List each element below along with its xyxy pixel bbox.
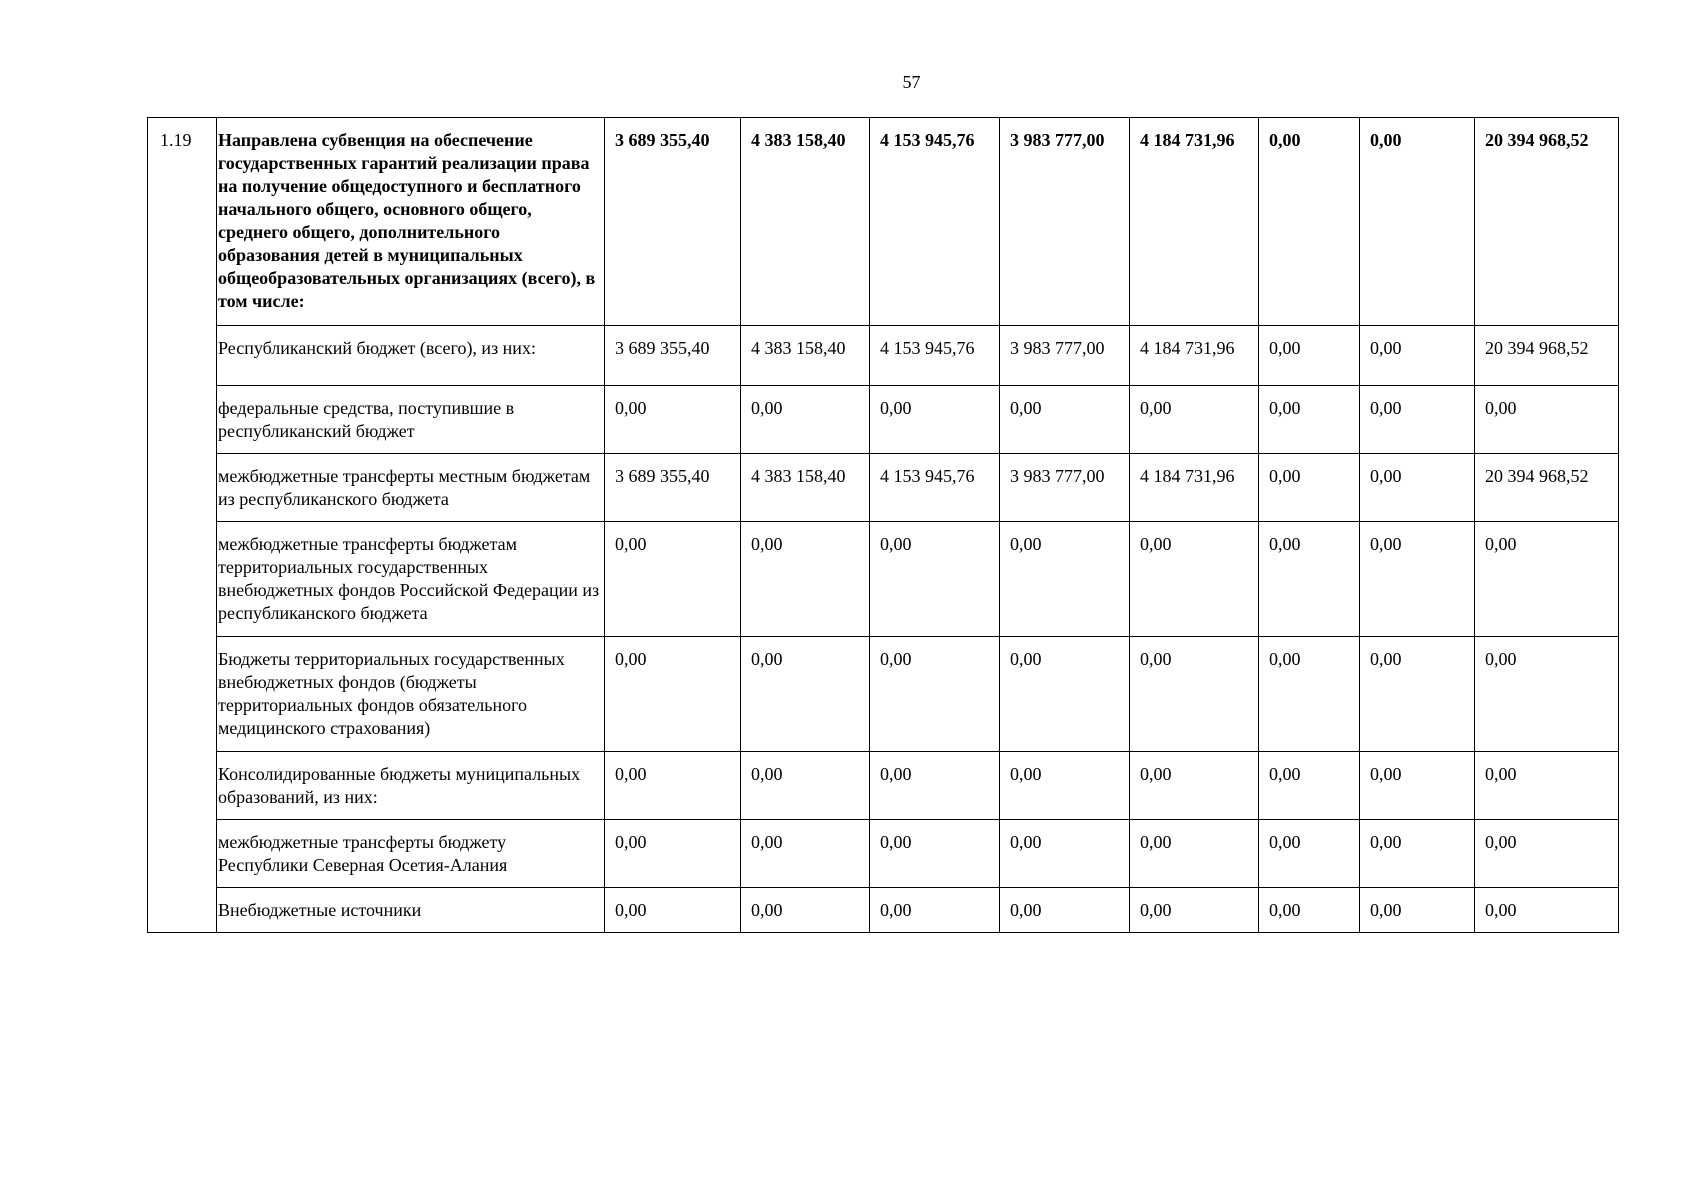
- value-cell: 0,00: [1475, 522, 1619, 637]
- value-cell: 0,00: [1475, 386, 1619, 454]
- value-cell: 0,00: [1000, 888, 1130, 933]
- value-cell: 0,00: [1259, 820, 1360, 888]
- value-cell: 0,00: [1000, 820, 1130, 888]
- row-label: Направлена субвенция на обеспечение государственных гарантий реализации права на получение общедоступного и бесплатного начального общего, основного общего, среднего общего, дополнительного образования детей в муниципальных общеобразовательных организациях (всего), в том числе:: [217, 118, 605, 326]
- table-row: [148, 326, 1619, 386]
- value-cell: 0,00: [1475, 888, 1619, 933]
- value-cell: 0,00: [605, 386, 741, 454]
- table-row: [148, 386, 1619, 454]
- table-row: [148, 454, 1619, 522]
- value-cell: 4 153 945,76: [870, 454, 1000, 522]
- value-cell: 0,00: [1000, 386, 1130, 454]
- value-cell: 0,00: [1259, 326, 1360, 386]
- value-cell: 0,00: [870, 637, 1000, 752]
- value-cell: 0,00: [1360, 454, 1475, 522]
- value-cell: 0,00: [1000, 522, 1130, 637]
- row-label: межбюджетные трансферты бюджету Республики Северная Осетия-Алания: [217, 820, 605, 888]
- value-cell: 4 383 158,40: [741, 454, 870, 522]
- value-cell: 0,00: [741, 637, 870, 752]
- row-label: межбюджетные трансферты бюджетам территориальных государственных внебюджетных фондов Российской Федерации из республиканского бюджета: [217, 522, 605, 637]
- value-cell: 0,00: [1360, 637, 1475, 752]
- value-cell: 0,00: [1259, 386, 1360, 454]
- budget-table: [147, 117, 1619, 933]
- value-cell: 0,00: [741, 888, 870, 933]
- value-cell: 0,00: [605, 752, 741, 820]
- value-cell: 20 394 968,52: [1475, 454, 1619, 522]
- value-cell: 0,00: [1000, 752, 1130, 820]
- value-cell: 0,00: [1475, 637, 1619, 752]
- value-cell: 0,00: [1360, 386, 1475, 454]
- value-cell: 0,00: [870, 386, 1000, 454]
- value-cell: 0,00: [1360, 752, 1475, 820]
- value-cell: 0,00: [870, 820, 1000, 888]
- value-cell: 0,00: [1360, 888, 1475, 933]
- value-cell: 0,00: [1130, 522, 1259, 637]
- value-cell: 0,00: [1259, 637, 1360, 752]
- value-cell: 20 394 968,52: [1475, 118, 1619, 326]
- table-row: [148, 820, 1619, 888]
- value-cell: 0,00: [741, 522, 870, 637]
- row-label: Республиканский бюджет (всего), из них:: [217, 326, 605, 386]
- value-cell: 0,00: [1130, 386, 1259, 454]
- value-cell: 0,00: [741, 386, 870, 454]
- row-label: Бюджеты территориальных государственных внебюджетных фондов (бюджеты территориальных фондов обязательного медицинского страхования): [217, 637, 605, 752]
- value-cell: 0,00: [1259, 888, 1360, 933]
- table-row: [148, 752, 1619, 820]
- value-cell: 0,00: [1360, 820, 1475, 888]
- value-cell: 0,00: [1130, 820, 1259, 888]
- table-row: [148, 118, 1619, 326]
- value-cell: 4 184 731,96: [1130, 454, 1259, 522]
- table-row: [148, 522, 1619, 637]
- value-cell: 0,00: [870, 752, 1000, 820]
- row-label: межбюджетные трансферты местным бюджетам из республиканского бюджета: [217, 454, 605, 522]
- value-cell: 0,00: [1130, 752, 1259, 820]
- value-cell: 3 983 777,00: [1000, 326, 1130, 386]
- value-cell: 3 689 355,40: [605, 118, 741, 326]
- value-cell: 0,00: [870, 522, 1000, 637]
- value-cell: 3 983 777,00: [1000, 454, 1130, 522]
- row-label: федеральные средства, поступившие в республиканский бюджет: [217, 386, 605, 454]
- value-cell: 0,00: [605, 820, 741, 888]
- value-cell: 0,00: [1360, 522, 1475, 637]
- value-cell: 0,00: [741, 752, 870, 820]
- value-cell: 0,00: [1130, 888, 1259, 933]
- row-label: Внебюджетные источники: [217, 888, 605, 933]
- value-cell: 0,00: [1130, 637, 1259, 752]
- value-cell: 4 184 731,96: [1130, 118, 1259, 326]
- value-cell: 0,00: [1259, 118, 1360, 326]
- value-cell: 3 689 355,40: [605, 326, 741, 386]
- value-cell: 3 689 355,40: [605, 454, 741, 522]
- table-row: [148, 637, 1619, 752]
- value-cell: 0,00: [870, 888, 1000, 933]
- value-cell: 0,00: [1360, 118, 1475, 326]
- value-cell: 4 153 945,76: [870, 118, 1000, 326]
- value-cell: 4 184 731,96: [1130, 326, 1259, 386]
- value-cell: 0,00: [1000, 637, 1130, 752]
- value-cell: 3 983 777,00: [1000, 118, 1130, 326]
- value-cell: 4 383 158,40: [741, 118, 870, 326]
- value-cell: 0,00: [1360, 326, 1475, 386]
- section-code: 1.19: [148, 118, 217, 933]
- value-cell: 4 383 158,40: [741, 326, 870, 386]
- value-cell: 0,00: [1259, 454, 1360, 522]
- row-label: Консолидированные бюджеты муниципальных образований, из них:: [217, 752, 605, 820]
- value-cell: 4 153 945,76: [870, 326, 1000, 386]
- value-cell: 0,00: [605, 522, 741, 637]
- value-cell: 0,00: [605, 888, 741, 933]
- page-number: 57: [902, 72, 921, 92]
- value-cell: 20 394 968,52: [1475, 326, 1619, 386]
- value-cell: 0,00: [1475, 752, 1619, 820]
- value-cell: 0,00: [1259, 522, 1360, 637]
- value-cell: 0,00: [1475, 820, 1619, 888]
- value-cell: 0,00: [741, 820, 870, 888]
- value-cell: 0,00: [1259, 752, 1360, 820]
- value-cell: 0,00: [605, 637, 741, 752]
- table-row: [148, 888, 1619, 933]
